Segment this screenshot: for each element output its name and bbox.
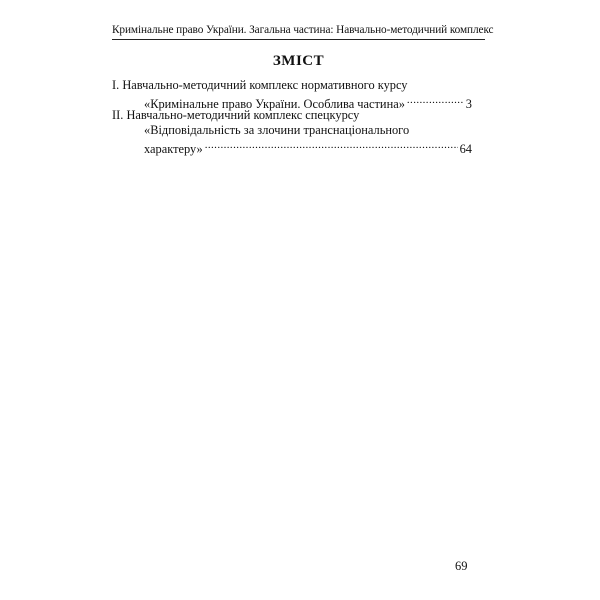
toc-entry-text: «Кримінальне право України. Особлива частина» — [144, 97, 405, 111]
page-number: 69 — [455, 559, 468, 573]
toc-page-number: 3 — [465, 97, 472, 111]
toc-entry-text: характеру» — [144, 142, 203, 156]
toc-entry-text: II. Навчально-методичний комплекс спецкурсу — [112, 108, 360, 122]
toc-entry-text: «Відповідальність за злочини транснаціонального — [144, 123, 410, 137]
dot-leader — [205, 138, 458, 153]
toc-title: ЗМІСТ — [272, 53, 325, 69]
toc-entry-line — [112, 78, 472, 93]
table-of-contents — [112, 78, 472, 156]
toc-entry-text: I. Навчально-методичний комплекс нормативного курсу — [112, 78, 408, 92]
toc-entry-line — [112, 123, 472, 138]
toc-entry-line — [112, 108, 472, 123]
dot-leader — [407, 93, 464, 108]
toc-entry-1 — [112, 78, 472, 111]
toc-entry-line — [112, 93, 472, 111]
running-header: Кримінальне право України. Загальна частина: Навчально-методичний комплекс — [112, 24, 494, 36]
toc-entry-line — [112, 138, 472, 156]
header-rule — [112, 39, 485, 40]
toc-entry-2 — [112, 108, 472, 156]
toc-page-number: 64 — [459, 142, 472, 156]
